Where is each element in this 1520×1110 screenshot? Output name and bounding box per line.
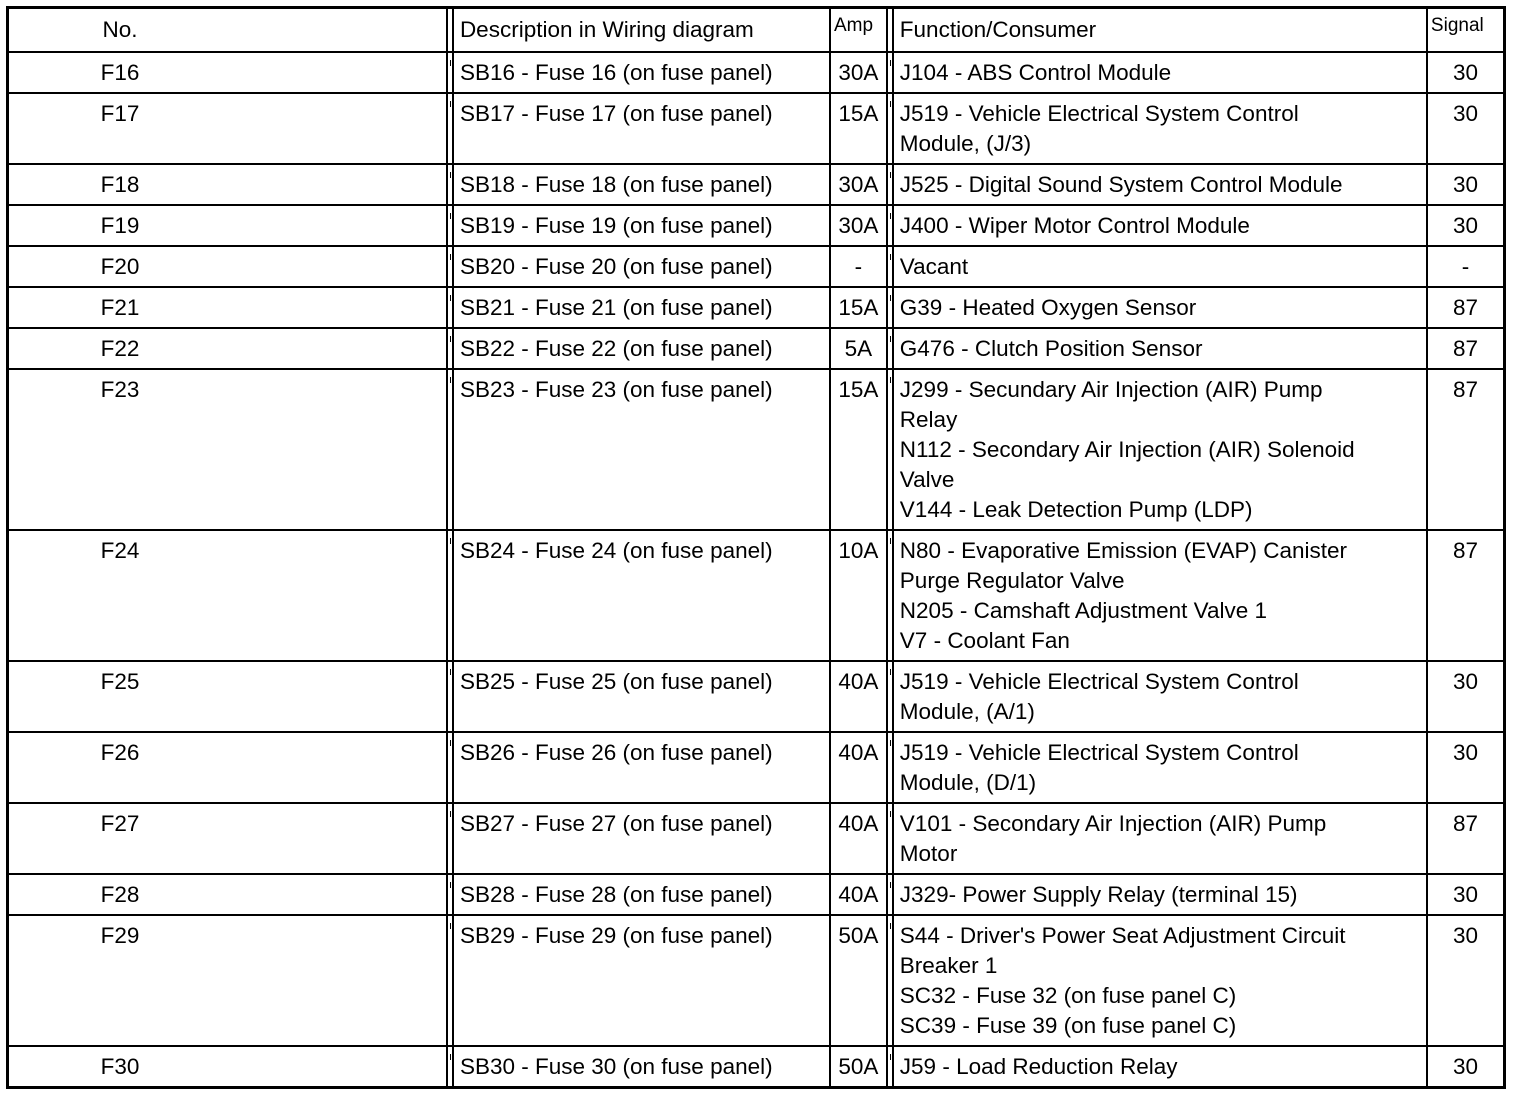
column-gap xyxy=(887,874,893,915)
tick-mark xyxy=(890,254,891,260)
function-line: V101 - Secondary Air Injection (AIR) Pump xyxy=(899,811,1327,836)
fuse-number-cell xyxy=(8,164,447,205)
fuse-number-cell xyxy=(8,803,447,874)
function-cell xyxy=(893,52,1427,93)
function-line: N80 - Evaporative Emission (EVAP) Canister xyxy=(899,538,1348,563)
header-description: Description in Wiring diagram xyxy=(453,8,830,53)
function-line: V144 - Leak Detection Pump (LDP) xyxy=(899,497,1253,522)
function-cell xyxy=(893,287,1427,328)
signal-cell: 30 xyxy=(1427,52,1505,93)
fuse-number: F19 xyxy=(100,213,140,238)
amp-cell: 15A xyxy=(830,287,887,328)
tick-mark xyxy=(890,923,891,929)
table-header-row xyxy=(8,8,1505,53)
amp-cell: 15A xyxy=(830,369,887,530)
tick-mark xyxy=(890,60,891,66)
function-line: J519 - Vehicle Electrical System Control xyxy=(899,669,1299,694)
function-cell xyxy=(893,93,1427,164)
amp-cell: 50A xyxy=(830,1046,887,1088)
tick-mark xyxy=(450,60,451,66)
function-cell xyxy=(893,205,1427,246)
column-gap xyxy=(887,803,893,874)
amp-cell: 30A xyxy=(830,52,887,93)
fuse-number: F18 xyxy=(100,172,140,197)
fuse-number: F25 xyxy=(100,669,140,694)
function-line: Vacant xyxy=(899,254,969,279)
fuse-number-cell xyxy=(8,246,447,287)
fuse-number-cell xyxy=(8,732,447,803)
tick-mark xyxy=(890,740,891,746)
fuse-number: F21 xyxy=(100,295,140,320)
fuse-number-cell xyxy=(8,530,447,661)
table-row xyxy=(8,874,1505,915)
column-gap xyxy=(447,915,453,1046)
amp-cell: 10A xyxy=(830,530,887,661)
tick-mark xyxy=(890,101,891,107)
signal-cell: 30 xyxy=(1427,93,1505,164)
function-line: SC32 - Fuse 32 (on fuse panel C) xyxy=(899,983,1237,1008)
signal-cell: 30 xyxy=(1427,661,1505,732)
tick-mark xyxy=(890,882,891,888)
description-cell: SB30 - Fuse 30 (on fuse panel) xyxy=(453,1046,830,1088)
amp-cell: 15A xyxy=(830,93,887,164)
description-cell: SB25 - Fuse 25 (on fuse panel) xyxy=(453,661,830,732)
tick-mark xyxy=(450,923,451,929)
function-cell xyxy=(893,732,1427,803)
signal-cell: 87 xyxy=(1427,530,1505,661)
description-cell: SB21 - Fuse 21 (on fuse panel) xyxy=(453,287,830,328)
function-cell xyxy=(893,328,1427,369)
tick-mark xyxy=(890,669,891,675)
function-line: V7 - Coolant Fan xyxy=(899,628,1070,653)
signal-cell: 87 xyxy=(1427,369,1505,530)
tick-mark xyxy=(450,1054,451,1060)
table-row xyxy=(8,530,1505,661)
fuse-number-cell xyxy=(8,205,447,246)
fuse-number-cell xyxy=(8,369,447,530)
fuse-number-cell xyxy=(8,915,447,1046)
function-cell xyxy=(893,661,1427,732)
description-cell: SB18 - Fuse 18 (on fuse panel) xyxy=(453,164,830,205)
column-gap xyxy=(447,661,453,732)
function-line: J59 - Load Reduction Relay xyxy=(899,1054,1178,1079)
header-amp: Amp xyxy=(830,8,887,53)
amp-cell: 30A xyxy=(830,205,887,246)
description-cell: SB28 - Fuse 28 (on fuse panel) xyxy=(453,874,830,915)
amp-cell: 40A xyxy=(830,732,887,803)
function-cell xyxy=(893,164,1427,205)
tick-mark xyxy=(890,213,891,219)
description-cell: SB22 - Fuse 22 (on fuse panel) xyxy=(453,328,830,369)
function-line: S44 - Driver's Power Seat Adjustment Circuit xyxy=(899,923,1346,948)
amp-cell: 50A xyxy=(830,915,887,1046)
tick-mark xyxy=(450,882,451,888)
header-no: No. xyxy=(8,8,447,53)
amp-cell: 40A xyxy=(830,661,887,732)
description-cell: SB17 - Fuse 17 (on fuse panel) xyxy=(453,93,830,164)
description-cell: SB27 - Fuse 27 (on fuse panel) xyxy=(453,803,830,874)
fuse-number-cell xyxy=(8,661,447,732)
tick-mark xyxy=(450,336,451,342)
column-gap xyxy=(887,93,893,164)
amp-cell: - xyxy=(830,246,887,287)
column-gap xyxy=(447,874,453,915)
table-row xyxy=(8,287,1505,328)
signal-cell: 30 xyxy=(1427,874,1505,915)
function-line: J299 - Secundary Air Injection (AIR) Pump xyxy=(899,377,1323,402)
description-cell: SB19 - Fuse 19 (on fuse panel) xyxy=(453,205,830,246)
column-gap xyxy=(887,205,893,246)
function-line: Breaker 1 xyxy=(899,953,998,978)
table-row xyxy=(8,369,1505,530)
function-cell xyxy=(893,803,1427,874)
column-gap xyxy=(447,93,453,164)
tick-mark xyxy=(890,295,891,301)
tick-mark xyxy=(450,254,451,260)
tick-mark xyxy=(450,669,451,675)
amp-cell: 40A xyxy=(830,874,887,915)
tick-mark xyxy=(890,538,891,544)
tick-mark xyxy=(450,538,451,544)
table-row xyxy=(8,915,1505,1046)
fuse-number: F24 xyxy=(100,538,140,563)
column-gap xyxy=(447,732,453,803)
fuse-number-cell xyxy=(8,287,447,328)
column-gap xyxy=(447,8,453,53)
column-gap xyxy=(887,915,893,1046)
description-cell: SB23 - Fuse 23 (on fuse panel) xyxy=(453,369,830,530)
fuse-number: F30 xyxy=(100,1054,140,1079)
column-gap xyxy=(447,287,453,328)
fuse-table xyxy=(6,6,1506,1089)
tick-mark xyxy=(890,377,891,383)
column-gap xyxy=(447,164,453,205)
signal-cell: 30 xyxy=(1427,205,1505,246)
header-signal: Signal xyxy=(1427,8,1505,53)
fuse-number: F27 xyxy=(100,811,140,836)
tick-mark xyxy=(450,172,451,178)
table-row xyxy=(8,803,1505,874)
function-line: G476 - Clutch Position Sensor xyxy=(899,336,1203,361)
function-line: G39 - Heated Oxygen Sensor xyxy=(899,295,1197,320)
tick-mark xyxy=(450,740,451,746)
tick-mark xyxy=(450,101,451,107)
table-row xyxy=(8,93,1505,164)
function-line: Module, (J/3) xyxy=(899,131,1032,156)
signal-cell: 87 xyxy=(1427,803,1505,874)
column-gap xyxy=(447,369,453,530)
table-row xyxy=(8,661,1505,732)
amp-cell: 40A xyxy=(830,803,887,874)
tick-mark xyxy=(890,172,891,178)
tick-mark xyxy=(890,336,891,342)
function-cell xyxy=(893,530,1427,661)
function-cell xyxy=(893,874,1427,915)
fuse-number: F22 xyxy=(100,336,140,361)
signal-cell: 87 xyxy=(1427,287,1505,328)
fuse-number: F29 xyxy=(100,923,140,948)
table-row xyxy=(8,246,1505,287)
column-gap xyxy=(887,328,893,369)
function-line: Valve xyxy=(899,467,955,492)
column-gap xyxy=(447,246,453,287)
function-line: SC39 - Fuse 39 (on fuse panel C) xyxy=(899,1013,1237,1038)
column-gap xyxy=(887,287,893,328)
table-body xyxy=(8,52,1505,1088)
fuse-number: F16 xyxy=(100,60,140,85)
signal-cell: 30 xyxy=(1427,1046,1505,1088)
column-gap xyxy=(447,1046,453,1088)
column-gap xyxy=(887,661,893,732)
function-line: Module, (D/1) xyxy=(899,770,1037,795)
fuse-number: F20 xyxy=(100,254,140,279)
function-line: J104 - ABS Control Module xyxy=(899,60,1172,85)
description-cell: SB29 - Fuse 29 (on fuse panel) xyxy=(453,915,830,1046)
fuse-number: F23 xyxy=(100,377,140,402)
table-row xyxy=(8,205,1505,246)
description-cell: SB16 - Fuse 16 (on fuse panel) xyxy=(453,52,830,93)
column-gap xyxy=(887,164,893,205)
column-gap xyxy=(887,1046,893,1088)
fuse-number: F26 xyxy=(100,740,140,765)
function-line: J519 - Vehicle Electrical System Control xyxy=(899,740,1299,765)
table-row xyxy=(8,164,1505,205)
column-gap xyxy=(887,8,893,53)
signal-cell: 30 xyxy=(1427,732,1505,803)
tick-mark xyxy=(890,811,891,817)
column-gap xyxy=(887,246,893,287)
tick-mark xyxy=(890,1054,891,1060)
function-cell xyxy=(893,246,1427,287)
amp-cell: 30A xyxy=(830,164,887,205)
fuse-number-cell xyxy=(8,874,447,915)
fuse-number-cell xyxy=(8,93,447,164)
fuse-number-cell xyxy=(8,52,447,93)
table-row xyxy=(8,732,1505,803)
tick-mark xyxy=(450,213,451,219)
function-line: J400 - Wiper Motor Control Module xyxy=(899,213,1250,238)
column-gap xyxy=(447,530,453,661)
signal-cell: - xyxy=(1427,246,1505,287)
function-line: J525 - Digital Sound System Control Module xyxy=(899,172,1343,197)
table-row xyxy=(8,328,1505,369)
fuse-number-cell xyxy=(8,1046,447,1088)
description-cell: SB24 - Fuse 24 (on fuse panel) xyxy=(453,530,830,661)
function-cell xyxy=(893,1046,1427,1088)
column-gap xyxy=(447,328,453,369)
function-line: J519 - Vehicle Electrical System Control xyxy=(899,101,1299,126)
signal-cell: 87 xyxy=(1427,328,1505,369)
amp-cell: 5A xyxy=(830,328,887,369)
function-line: Purge Regulator Valve xyxy=(899,568,1125,593)
column-gap xyxy=(447,52,453,93)
function-line: N205 - Camshaft Adjustment Valve 1 xyxy=(899,598,1268,623)
function-line: Module, (A/1) xyxy=(899,699,1035,724)
column-gap xyxy=(447,205,453,246)
column-gap xyxy=(887,732,893,803)
function-line: J329- Power Supply Relay (terminal 15) xyxy=(899,882,1298,907)
signal-cell: 30 xyxy=(1427,164,1505,205)
fuse-number-cell xyxy=(8,328,447,369)
column-gap xyxy=(887,530,893,661)
description-cell: SB26 - Fuse 26 (on fuse panel) xyxy=(453,732,830,803)
column-gap xyxy=(447,803,453,874)
table-row xyxy=(8,52,1505,93)
tick-mark xyxy=(450,811,451,817)
tick-mark xyxy=(450,295,451,301)
signal-cell: 30 xyxy=(1427,915,1505,1046)
header-function: Function/Consumer xyxy=(893,8,1427,53)
function-line: Motor xyxy=(899,841,958,866)
fuse-number: F28 xyxy=(100,882,140,907)
column-gap xyxy=(887,369,893,530)
function-cell xyxy=(893,915,1427,1046)
tick-mark xyxy=(450,377,451,383)
function-cell xyxy=(893,369,1427,530)
function-line: N112 - Secondary Air Injection (AIR) Solenoid xyxy=(899,437,1355,462)
fuse-number: F17 xyxy=(100,101,140,126)
function-line: Relay xyxy=(899,407,958,432)
table-row xyxy=(8,1046,1505,1088)
column-gap xyxy=(887,52,893,93)
description-cell: SB20 - Fuse 20 (on fuse panel) xyxy=(453,246,830,287)
